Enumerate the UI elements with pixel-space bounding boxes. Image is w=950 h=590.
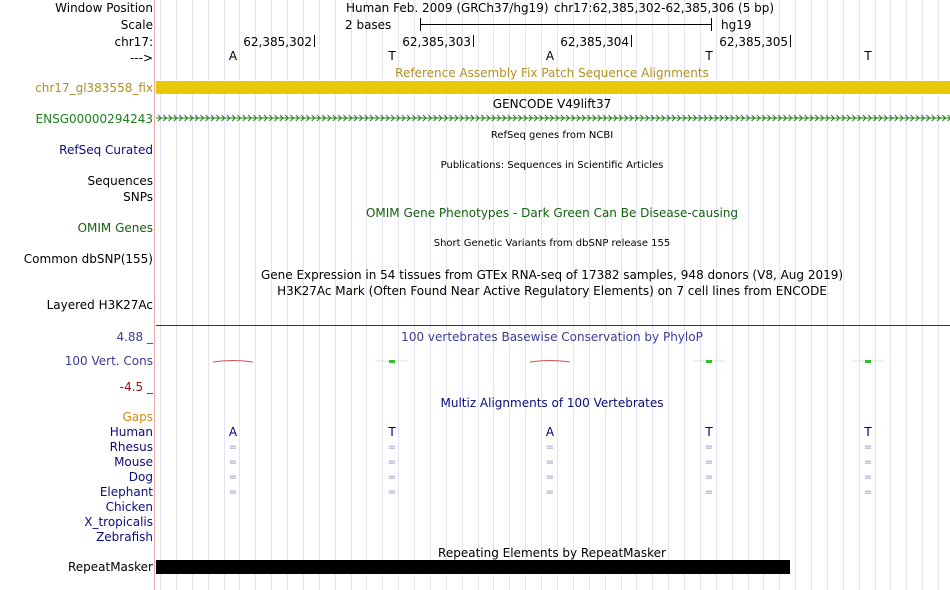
coord-tick [631,35,632,47]
publications-track-label[interactable]: Sequences [87,174,153,188]
multiz-base: = [704,487,714,498]
ref-base: A [228,49,238,63]
gaps-track-label[interactable]: Gaps [122,410,153,424]
multiz-base: A [228,425,238,439]
dbsnp-track-label[interactable]: Common dbSNP(155) [23,252,153,266]
coord-3: 62,385,304 [560,35,629,49]
multiz-base: = [387,457,397,468]
repeatmasker-track-label[interactable]: RepeatMasker [67,560,153,574]
scale-bar-label: 2 bases [345,18,392,32]
publications-track-title[interactable]: Publications: Sequences in Scientific Articles [440,160,664,171]
phylop-bar [530,361,570,363]
multiz-base: = [387,442,397,453]
phylop-track-title[interactable]: 100 vertebrates Basewise Conservation by PhyloP [401,330,703,344]
multiz-base: = [387,472,397,483]
phylop-track-label[interactable]: 100 Vert. Cons [64,354,153,368]
ref-base: A [545,49,555,63]
multiz-base: = [228,472,238,483]
assembly-title: Human Feb. 2009 (GRCh37/hg19) [346,1,549,15]
multiz-base: = [704,442,714,453]
refseq-track-title[interactable]: RefSeq genes from NCBI [490,130,614,141]
multiz-base: = [704,457,714,468]
fix-patch-track-label[interactable]: chr17_gl383558_fix [35,81,153,95]
multiz-species-label[interactable]: Mouse [114,455,153,469]
dbsnp-track-title[interactable]: Short Genetic Variants from dbSNP release 155 [433,238,671,249]
fix-patch-track-title[interactable]: Reference Assembly Fix Patch Sequence Alignments [395,66,709,80]
multiz-base: = [545,457,555,468]
window-position-label: Window Position [55,1,153,15]
multiz-base: = [545,487,555,498]
gencode-gene-feature[interactable] [156,112,950,124]
snps-track-label[interactable]: SNPs [123,190,153,204]
multiz-base: T [864,425,872,439]
ref-base: T [705,49,713,63]
multiz-base: = [545,442,555,453]
phylop-bar [706,360,712,363]
window-position-text[interactable]: chr17:62,385,302-62,385,306 (5 bp) [554,1,775,15]
phylop-ymin-label: -4.5 _ [119,380,153,394]
repeatmasker-feature[interactable] [156,560,790,574]
refseq-track-label[interactable]: RefSeq Curated [59,143,153,157]
multiz-species-label[interactable]: Zebrafish [96,530,153,544]
coord-tick [473,35,474,47]
multiz-base: = [228,487,238,498]
phylop-bar [389,360,395,363]
scale-label: Scale [120,18,153,32]
phylop-ymax-label: 4.88 _ [116,330,153,344]
multiz-base: = [704,472,714,483]
coord-1: 62,385,302 [243,35,312,49]
multiz-base: T [388,425,396,439]
h3k27ac-signal-line [156,325,950,326]
coord-tick [314,35,315,47]
coord-tick [790,35,791,47]
strand-arrow-label: ---> [129,51,153,65]
multiz-species-label[interactable]: Rhesus [109,440,153,454]
multiz-base: T [705,425,713,439]
phylop-bar [213,361,253,363]
omim-track-title[interactable]: OMIM Gene Phenotypes - Dark Green Can Be Disease-causing [365,206,739,220]
multiz-track-title[interactable]: Multiz Alignments of 100 Vertebrates [440,396,664,410]
multiz-species-label[interactable]: Chicken [105,500,153,514]
multiz-base: = [228,442,238,453]
coord-2: 62,385,303 [402,35,471,49]
phylop-bar [865,360,871,363]
repeatmasker-track-title[interactable]: Repeating Elements by RepeatMasker [438,546,666,560]
coord-4: 62,385,305 [719,35,788,49]
ref-base: T [864,49,872,63]
label-separator [154,0,155,590]
multiz-base: = [863,442,873,453]
gencode-track-label[interactable]: ENSG00000294243 [35,112,153,126]
multiz-base: = [545,472,555,483]
h3k27ac-track-title[interactable]: H3K27Ac Mark (Often Found Near Active Regulatory Elements) on 7 cell lines from ENCODE [277,284,827,298]
multiz-base: = [863,487,873,498]
multiz-base: = [863,472,873,483]
ref-base: T [388,49,396,63]
chrom-label: chr17: [114,35,153,49]
multiz-base: = [863,457,873,468]
gtex-track-title[interactable]: Gene Expression in 54 tissues from GTEx RNA-seq of 17382 samples, 948 donors (V8, Aug 2019) [260,268,844,282]
gencode-track-title[interactable]: GENCODE V49lift37 [492,97,612,111]
scale-bar [420,24,711,25]
h3k27ac-track-label[interactable]: Layered H3K27Ac [46,298,153,312]
phylop-plot[interactable] [156,335,950,393]
db-label: hg19 [721,18,752,32]
multiz-base: = [228,457,238,468]
fix-patch-feature[interactable] [156,81,950,94]
multiz-base: = [387,487,397,498]
multiz-species-label[interactable]: Human [109,425,153,439]
multiz-species-label[interactable]: X_tropicalis [84,515,153,529]
scale-bar-left-tick [420,18,421,31]
omim-track-label[interactable]: OMIM Genes [77,221,153,235]
multiz-base: A [545,425,555,439]
multiz-species-label[interactable]: Elephant [99,485,153,499]
scale-bar-right-tick [711,18,712,31]
multiz-species-label[interactable]: Dog [128,470,153,484]
